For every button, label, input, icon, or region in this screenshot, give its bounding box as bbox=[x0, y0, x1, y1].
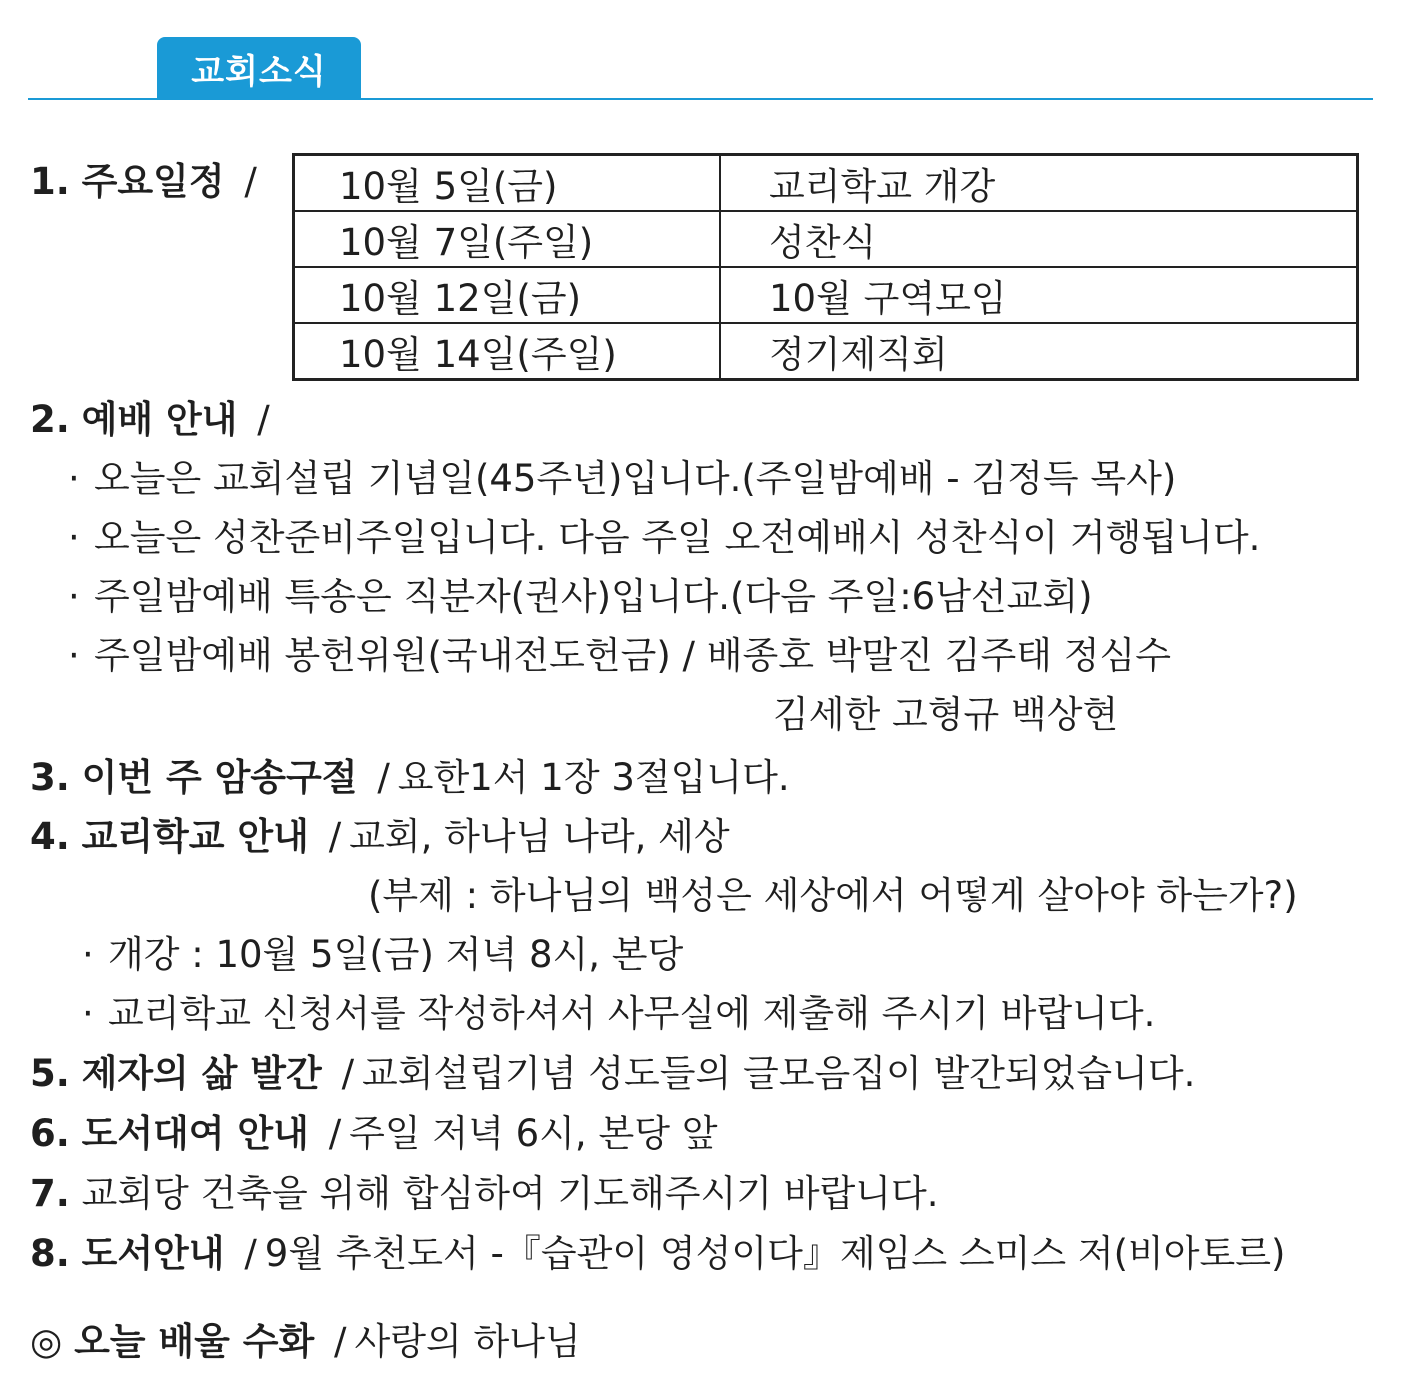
section-tab-label: 교회소식 bbox=[191, 51, 327, 92]
item-5 bbox=[30, 1050, 1195, 1098]
item-number: 1. bbox=[30, 160, 70, 203]
item-text: 교회당 건축을 위해 합심하여 기도해주시기 바랍니다. bbox=[81, 1172, 939, 1215]
item-number: 2. bbox=[30, 398, 70, 441]
schedule-event: 성찬식 bbox=[720, 211, 1358, 267]
item-title: 도서대여 안내 bbox=[81, 1112, 309, 1155]
item-4 bbox=[30, 813, 730, 861]
item-title: 주요일정 bbox=[81, 160, 225, 203]
item-text: 교회, 하나님 나라, 세상 bbox=[349, 815, 730, 858]
item-separator: / bbox=[377, 756, 390, 799]
item-2-heading bbox=[30, 396, 278, 444]
list-item bbox=[82, 990, 1155, 1038]
item-separator: / bbox=[244, 160, 257, 203]
item-8 bbox=[30, 1230, 1285, 1278]
section-tab bbox=[157, 37, 361, 99]
item-text: 주일 저녁 6시, 본당 앞 bbox=[349, 1112, 718, 1155]
item-separator: / bbox=[334, 1320, 347, 1363]
item-number: 4. bbox=[30, 815, 70, 858]
item-number: 6. bbox=[30, 1112, 70, 1155]
item-title: 교리학교 안내 bbox=[81, 815, 309, 858]
item-title: 제자의 삶 발간 bbox=[81, 1052, 322, 1095]
schedule-event: 정기제직회 bbox=[720, 323, 1358, 380]
double-circle-icon: ◎ bbox=[30, 1320, 63, 1363]
item-separator: / bbox=[341, 1052, 355, 1095]
table-row bbox=[294, 211, 1358, 267]
list-item bbox=[68, 514, 1260, 562]
schedule-event: 10월 구역모임 bbox=[720, 267, 1358, 323]
item-number: 5. bbox=[30, 1052, 70, 1095]
list-item-text: 교리학교 신청서를 작성하셔서 사무실에 제출해 주시기 바랍니다. bbox=[108, 992, 1156, 1035]
item-title: 도서안내 bbox=[81, 1232, 225, 1275]
item-3 bbox=[30, 754, 790, 802]
list-item bbox=[68, 573, 1093, 621]
list-item-text: 오늘은 교회설립 기념일(45주년)입니다.(주일밤예배 - 김정득 목사) bbox=[94, 457, 1177, 500]
item-subtitle: (부제 : 하나님의 백성은 세상에서 어떻게 살아야 하는가?) bbox=[368, 874, 1298, 917]
item-text: 사랑의 하나님 bbox=[354, 1320, 581, 1363]
list-item bbox=[68, 455, 1176, 503]
item-7 bbox=[30, 1170, 938, 1218]
bullet: · bbox=[68, 634, 80, 677]
bullet: · bbox=[68, 457, 80, 500]
schedule-date: 10월 7일(주일) bbox=[294, 211, 721, 267]
schedule-date: 10월 5일(금) bbox=[294, 155, 721, 212]
item-number: 8. bbox=[30, 1232, 70, 1275]
schedule-date: 10월 14일(주일) bbox=[294, 323, 721, 380]
list-item bbox=[68, 632, 1171, 680]
table-row bbox=[294, 267, 1358, 323]
item-number: 3. bbox=[30, 756, 70, 799]
item-number: 7. bbox=[30, 1172, 70, 1215]
item-separator: / bbox=[328, 815, 342, 858]
item-text: 9월 추천도서 -『습관이 영성이다』제임스 스미스 저(비아토르) bbox=[264, 1232, 1286, 1275]
item-text: 요한1서 1장 3절입니다. bbox=[397, 756, 790, 799]
list-item bbox=[82, 931, 683, 979]
item-1-heading bbox=[30, 158, 265, 206]
header-divider bbox=[28, 98, 1373, 100]
bullet: · bbox=[68, 516, 80, 559]
bullet: · bbox=[68, 575, 80, 618]
schedule-table bbox=[292, 153, 1359, 381]
list-item-continuation: 김세한 고형규 백상현 bbox=[773, 693, 1119, 736]
schedule-date: 10월 12일(금) bbox=[294, 267, 721, 323]
bullet: · bbox=[82, 992, 94, 1035]
table-row bbox=[294, 323, 1358, 380]
item-separator: / bbox=[328, 1112, 342, 1155]
hymn-line bbox=[30, 1318, 581, 1366]
item-6 bbox=[30, 1110, 717, 1158]
list-item-text: 주일밤예배 봉헌위원(국내전도헌금) / 배종호 박말진 김주태 정심수 bbox=[94, 634, 1171, 677]
list-item-text: 오늘은 성찬준비주일입니다. 다음 주일 오전예배시 성찬식이 거행됩니다. bbox=[94, 516, 1261, 559]
table-row bbox=[294, 155, 1358, 212]
item-title: 이번 주 암송구절 bbox=[81, 756, 358, 799]
item-separator: / bbox=[257, 398, 270, 441]
list-item-text: 개강 : 10월 5일(금) 저녁 8시, 본당 bbox=[108, 933, 684, 976]
item-text: 교회설립기념 성도들의 글모음집이 발간되었습니다. bbox=[362, 1052, 1196, 1095]
schedule-event: 교리학교 개강 bbox=[720, 155, 1358, 212]
item-title: 오늘 배울 수화 bbox=[74, 1320, 315, 1363]
item-separator: / bbox=[244, 1232, 257, 1275]
list-item-text: 주일밤예배 특송은 직분자(권사)입니다.(다음 주일:6남선교회) bbox=[94, 575, 1093, 618]
item-title: 예배 안내 bbox=[81, 398, 238, 441]
bullet: · bbox=[82, 933, 94, 976]
